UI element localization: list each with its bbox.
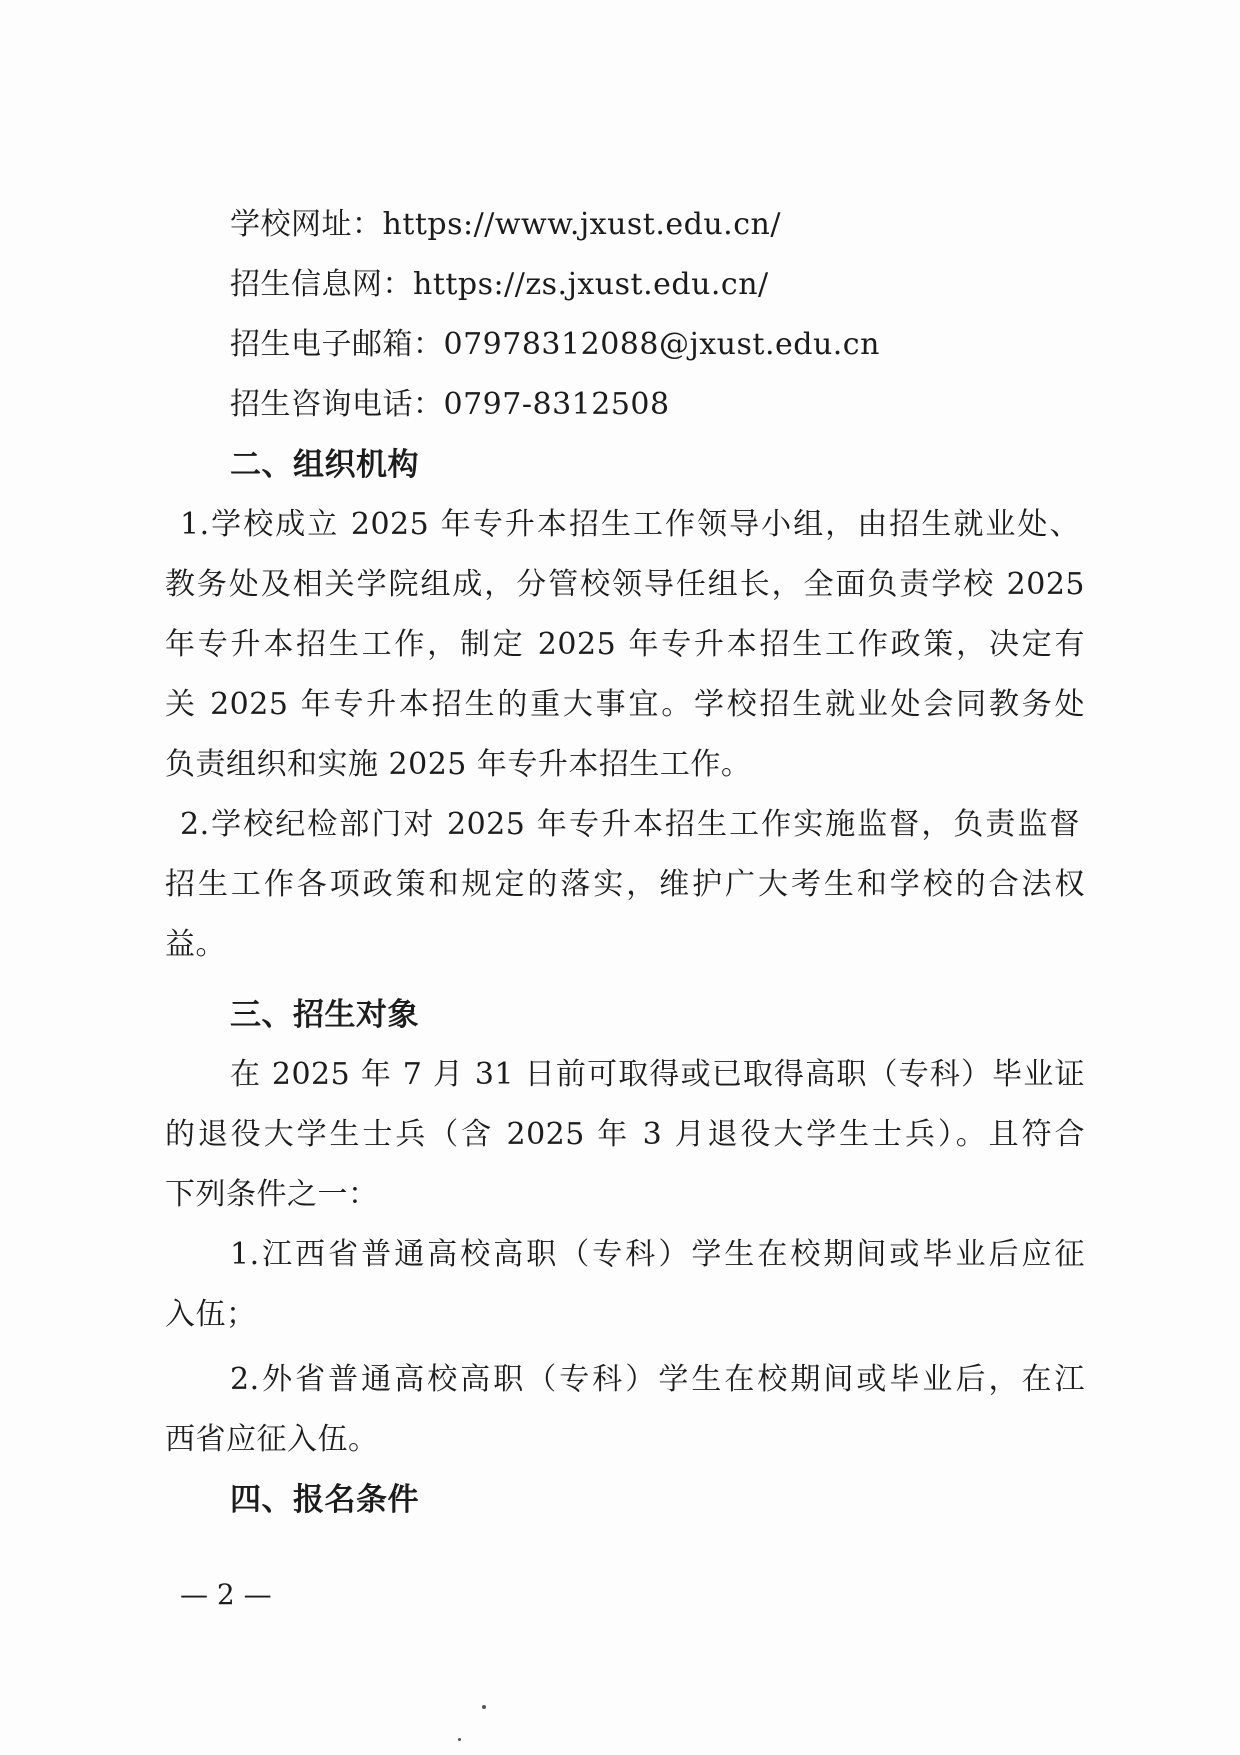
paragraph-line: 年专升本招生工作，制定 2025 年专升本招生工作政策，决定有	[165, 627, 1085, 662]
scan-speck	[458, 1738, 461, 1741]
paragraph-line: 2.外省普通高校高职（专科）学生在校期间或毕业后，在江	[230, 1362, 1085, 1397]
paragraph-line: 1.学校成立 2025 年专升本招生工作领导小组，由招生就业处、	[180, 507, 1080, 542]
admission-website-line: 招生信息网：https://zs.jxust.edu.cn/	[230, 267, 769, 302]
paragraph-line: 益。	[165, 927, 226, 962]
section-heading-enrollment-target: 三、招生对象	[230, 997, 419, 1033]
section-heading-organization: 二、组织机构	[230, 447, 419, 483]
section-heading-registration-requirements: 四、报名条件	[230, 1482, 419, 1518]
paragraph-line: 的退役大学生士兵（含 2025 年 3 月退役大学生士兵）。且符合	[165, 1117, 1085, 1152]
page-number: — 2 —	[180, 1578, 272, 1611]
paragraph-line: 西省应征入伍。	[165, 1422, 379, 1457]
paragraph-line: 教务处及相关学院组成，分管校领导任组长，全面负责学校 2025	[165, 567, 1085, 602]
paragraph-line: 负责组织和实施 2025 年专升本招生工作。	[165, 747, 752, 782]
paragraph-line: 在 2025 年 7 月 31 日前可取得或已取得高职（专科）毕业证	[230, 1057, 1085, 1092]
school-website-line: 学校网址：https://www.jxust.edu.cn/	[230, 207, 781, 242]
scan-speck	[482, 1705, 486, 1709]
paragraph-line: 1.江西省普通高校高职（专科）学生在校期间或毕业后应征	[230, 1237, 1085, 1272]
paragraph-line: 下列条件之一：	[165, 1177, 379, 1212]
paragraph-line: 入伍；	[165, 1297, 257, 1332]
paragraph-line: 关 2025 年专升本招生的重大事宜。学校招生就业处会同教务处	[165, 687, 1085, 722]
paragraph-line: 2.学校纪检部门对 2025 年专升本招生工作实施监督，负责监督	[180, 807, 1080, 842]
paragraph-line: 招生工作各项政策和规定的落实，维护广大考生和学校的合法权	[165, 867, 1085, 902]
admission-email-line: 招生电子邮箱：07978312088@jxust.edu.cn	[230, 327, 880, 362]
admission-phone-line: 招生咨询电话：0797-8312508	[230, 387, 670, 422]
